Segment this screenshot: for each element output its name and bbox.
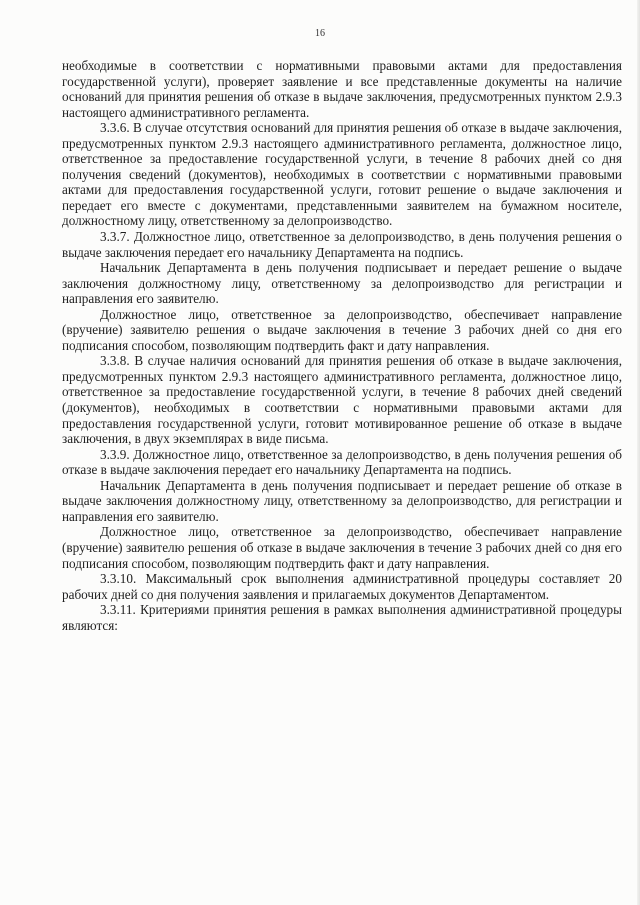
paragraph-3-3-10: 3.3.10. Максимальный срок выполнения административной процедуры составляет 20 рабочих дней со дня получения заявления и прилагаемых документов Департаментом. <box>62 571 622 602</box>
paragraph-head-signs-refusal: Начальник Департамента в день получения подписывает и передает решение об отказе в выдаче заключения должностному лицу, ответственному за делопроизводство, для регистрации и направления его заявителю. <box>62 477 622 524</box>
paragraph-delivery: Должностное лицо, ответственное за делопроизводство, обеспечивает направление (вручение) заявителю решения о выдаче заключения в течение 3 рабочих дней со дня его подписания способом, позволяющим подтвердить факт и дату направления. <box>62 306 622 353</box>
paragraph-refusal-delivery: Должностное лицо, ответственное за делопроизводство, обеспечивает направление (вручение) заявителю решения об отказе в выдаче заключения в течение 3 рабочих дней со дня его подписания способом, позволяющим подтвердить факт и дату направления. <box>62 524 622 571</box>
paragraph-3-3-6: 3.3.6. В случае отсутствия оснований для принятия решения об отказе в выдаче заключения, предусмотренных пунктом 2.9.3 настоящего административного регламента, должностное лицо, ответственное за предоставление государственной услуги, в течение 8 рабочих дней со дня получения сведений (документов), необходимых в соответствии с нормативными правовыми актами для предоставления государственной услуги, готовит решение о выдаче заключения и передает его вместе с документами, представленными заявителем на бумажном носителе, должностному лицу, ответственному за делопроизводство. <box>62 120 622 229</box>
page-number: 16 <box>315 28 325 39</box>
paragraph-3-3-7: 3.3.7. Должностное лицо, ответственное за делопроизводство, в день получения решения о выдаче заключения передает его начальнику Департамента на подпись. <box>62 229 622 260</box>
document-body <box>62 58 622 633</box>
paragraph-3-3-11: 3.3.11. Критериями принятия решения в рамках выполнения административной процедуры являются: <box>62 602 622 633</box>
paragraph-head-signs: Начальник Департамента в день получения подписывает и передает решение о выдаче заключения должностному лицу, ответственному за делопроизводство для регистрации и направления его заявителю. <box>62 260 622 307</box>
paragraph-continuation: необходимые в соответствии с нормативными правовыми актами для предоставления государственной услуги), проверяет заявление и все представленные документы на наличие оснований для принятия решения об отказе в выдаче заключения, предусмотренных пунктом 2.9.3 настоящего административного регламента. <box>62 58 622 120</box>
paragraph-3-3-8: 3.3.8. В случае наличия оснований для принятия решения об отказе в выдаче заключения, предусмотренных пунктом 2.9.3 настоящего административного регламента, должностное лицо, ответственное за предоставление государственной услуги, в течение 8 рабочих дней сведений (документов), необходимых в соответствии с нормативными правовыми актами для предоставления государственной услуги, готовит мотивированное решение об отказе в выдаче заключения, в двух экземплярах в виде письма. <box>62 353 622 447</box>
paragraph-3-3-9: 3.3.9. Должностное лицо, ответственное за делопроизводство, в день получения решения об отказе в выдаче заключения передает его начальнику Департамента на подпись. <box>62 446 622 478</box>
